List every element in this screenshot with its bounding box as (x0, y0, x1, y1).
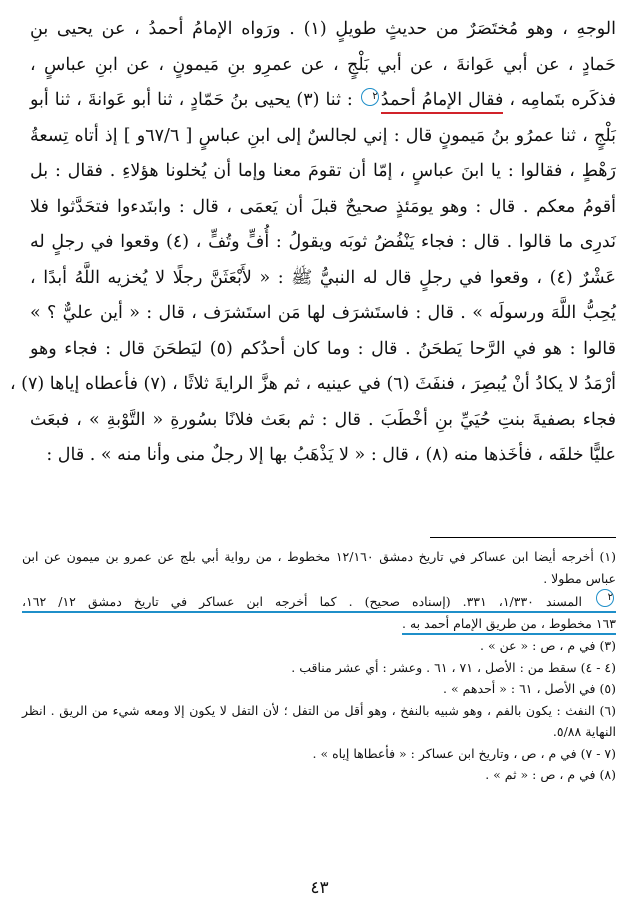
text-line: أقومُ معكم . قال : وهو يومَئذٍ صحيحٌ قبلَ أن يَعمَى ، قال : وابتَدءوا فتحَدَّثوا فلا (30, 196, 616, 217)
text-line: يُحِبُّ اللَّهَ ورسولَه » . قال : فاستَشرَف لها مَن استَشرَف ، قال : « أين عليٌّ ؟ » (30, 303, 616, 323)
text-line: رَهْطٍ ، فقالوا : يا ابنَ عباسٍ ، إمّا أن تقومَ معنا وإما أن يُخلونا هؤلاءِ . فقال : بل (30, 161, 616, 181)
footnote-1: (١) أخرجه أيضا ابن عساكر في تاريخ دمشق ١٢/١٦٠ مخطوط ، من رواية أبي بلج عن عمرو بن ميمون عن ابن عباس مطولا . (22, 549, 616, 586)
text-after-mark: : ثنا (٣) يحيى بنُ حَمّادٍ ، ثنا أبو عَوانةَ ، ثنا أبو (30, 90, 359, 110)
text-line: قالوا : هو في الرَّحا يَطحَنُ . قال : وما كان أحدُكم (٥) ليَطحَنَ قال : فجاء وهو (30, 338, 617, 359)
footnote-3: (٣) في م ، ص : « عن » . (480, 638, 616, 653)
page-number: ٤٣ (310, 878, 329, 898)
text-line: بَلْجٍ ، ثنا عمرُو بنُ مَيمونٍ قال : إني لجالسٌ إلى ابنِ عباسٍ [ ٦٧/٦و ] إذ أتاه تِسعةُ (30, 125, 616, 146)
circled-footnote-marker: ٢ (596, 589, 614, 607)
footnote-6: (٦) النفث : يكون بالفم ، وهو شبيه بالنفخ ، وهو أقل من التفل ؛ لأن التفل لا يكون إلا ومعه شيء من الريق . انظر النهاية ٥/٨٨. (22, 702, 616, 739)
blue-underlined-footnote (22, 594, 616, 613)
text-line: نَدرِى ما قالوا . قال : فجاء يَنْفُضُ ثوبَه ويقولُ : أُفٍّ وتُفٍّ ، (٤) وقعوا في رجلٍ له (30, 232, 616, 252)
footnotes (22, 546, 616, 786)
text-line: الوجهِ ، وهو مُختَصَرٌ من حديثٍ طويلٍ (١) . ورَواه الإمامُ أحمدُ ، عن يحيى بنِ (30, 19, 616, 39)
text-line: أرْمَدُ لا يكادُ أنْ يُبصِرَ ، فنفَثَ (٦) في عينيه ، ثم هزَّ الرايةَ ثلاثًا ، (٧) فأعطاه إياها (٧) ، (9, 374, 616, 394)
footnote-5: (٥) في الأصل ، ٦١ : « أحدهم » . (443, 681, 616, 696)
footnote-2-line-1 (22, 589, 616, 612)
footnote-8: (٨) في م ، ص : « ثم » . (485, 767, 616, 782)
footnote-4: (٤ - ٤) سقط من : الأصل ، ٧١ ، ٦١ . وعشر : أي عشر مناقب . (291, 659, 616, 675)
text-line: حَمادٍ ، عن أبي عَوانةَ ، عن أبي بَلْجٍ ، عن عمرِو بنِ مَيمونٍ ، عن ابنِ عباسٍ ، (30, 54, 616, 75)
footnote-2-line-2 (22, 612, 616, 635)
footnote-2-text-1: المسند ١/٣٣٠، ٣٣١. (إسناده صحيح) . كما أخرجه ابن عساكر في تاريخ دمشق ١٢/ ١٦٢، (22, 594, 582, 609)
text-line: عَشْرٌ (٤) ، وقعوا في رجلٍ قال له النبيُّ ﷺ : « لأَبْعَثَنَّ رجلًا لا يُخزيه اللَّهُ أبدًا ، (30, 267, 616, 288)
circled-footnote-marker: ٢ (361, 88, 379, 106)
text-line: عليًّا خلفَه ، فأخَذها منه (٨) ، قال : « لا يَذْهَبُ بها إلا رجلٌ منى وأنا منه » . قال : (46, 445, 616, 465)
red-underlined-phrase: فقال الإمامُ أحمدُ (381, 90, 504, 114)
footnote-separator (430, 537, 616, 538)
text-before-mark: فذكَره بتَمامِه ، (503, 90, 616, 110)
text-line: فجاء بصفيةَ بنتِ حُيَيِّ بنِ أخْطَبَ . قال : ثم بعَث فلانًا بسُورةِ « التَّوْبةِ » ، فبعَث (30, 409, 616, 430)
footnote-7: (٧ - ٧) في م ، ص ، وتاريخ ابن عساكر : « فأعطاها إياه » . (312, 745, 616, 761)
main-text (9, 12, 617, 474)
text-line-with-annotation (30, 83, 616, 119)
footnote-2-text-2: ١٦٣ مخطوط ، من طريق الإمام أحمد به . (402, 616, 616, 635)
